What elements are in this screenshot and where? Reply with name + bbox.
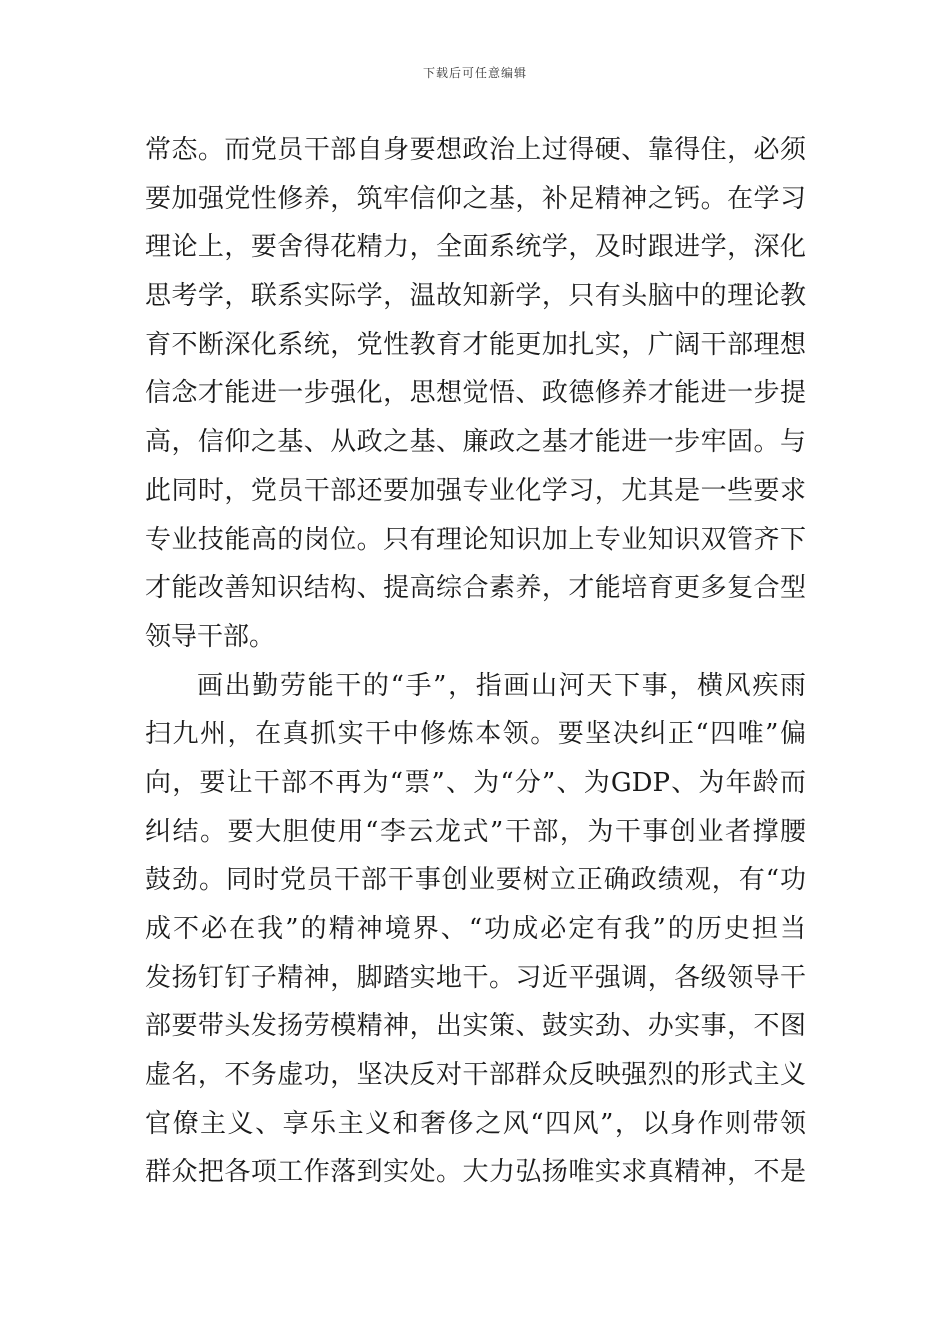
document-body — [145, 126, 806, 1197]
page-header-note: 下载后可任意编辑 — [422, 66, 527, 80]
text-line: 群众把各项工作落到实处。大力弘扬唯实求真精神，不是 — [145, 1157, 806, 1188]
text-line: 高，信仰之基、从政之基、廉政之基才能进一步牢固。与 — [145, 427, 806, 458]
text-line: 常态。而党员干部自身要想政治上过得硬、靠得住，必须 — [145, 135, 806, 165]
text-line-paragraph-start: 画出勤劳能干的“手”，指画山河天下事，横风疾雨 — [197, 670, 806, 701]
text-line: 专业技能高的岗位。只有理论知识加上专业知识双管齐下 — [145, 524, 806, 555]
text-line: 思考学，联系实际学，温故知新学，只有头脑中的理论教 — [145, 281, 806, 312]
text-line: 扫九州，在真抓实干中修炼本领。要坚决纠正“四唯”偏 — [145, 719, 806, 750]
text-line: 部要带头发扬劳模精神，出实策、鼓实劲、办实事，不图 — [145, 1011, 806, 1042]
text-line-paragraph-end: 领导干部。 — [145, 621, 276, 652]
text-line: 才能改善知识结构、提高综合素养，才能培育更多复合型 — [145, 573, 806, 604]
text-line: 信念才能进一步强化，思想觉悟、政德修养才能进一步提 — [145, 378, 806, 409]
text-line: 发扬钉钉子精神，脚踏实地干。习近平强调，各级领导干 — [145, 962, 806, 993]
text-line: 官僚主义、享乐主义和奢侈之风“四风”，以身作则带领 — [145, 1108, 806, 1139]
text-line: 理论上，要舍得花精力，全面系统学，及时跟进学，深化 — [145, 232, 806, 263]
text-line: 纠结。要大胆使用“李云龙式”干部，为干事创业者撑腰 — [145, 816, 806, 847]
text-line: 要加强党性修养，筑牢信仰之基，补足精神之钙。在学习 — [145, 183, 806, 214]
text-line: 成不必在我”的精神境界、“功成必定有我”的历史担当 — [145, 914, 806, 944]
text-line: 虚名，不务虚功，坚决反对干部群众反映强烈的形式主义 — [145, 1060, 806, 1091]
text-line: 育不断深化系统，党性教育才能更加扎实，广阔干部理想 — [145, 329, 806, 360]
text-line: 向，要让干部不再为“票”、为“分”、为GDP、为年龄而 — [145, 767, 806, 798]
text-line: 此同时，党员干部还要加强专业化学习，尤其是一些要求 — [145, 475, 806, 506]
text-line: 鼓劲。同时党员干部干事创业要树立正确政绩观，有“功 — [145, 865, 806, 896]
